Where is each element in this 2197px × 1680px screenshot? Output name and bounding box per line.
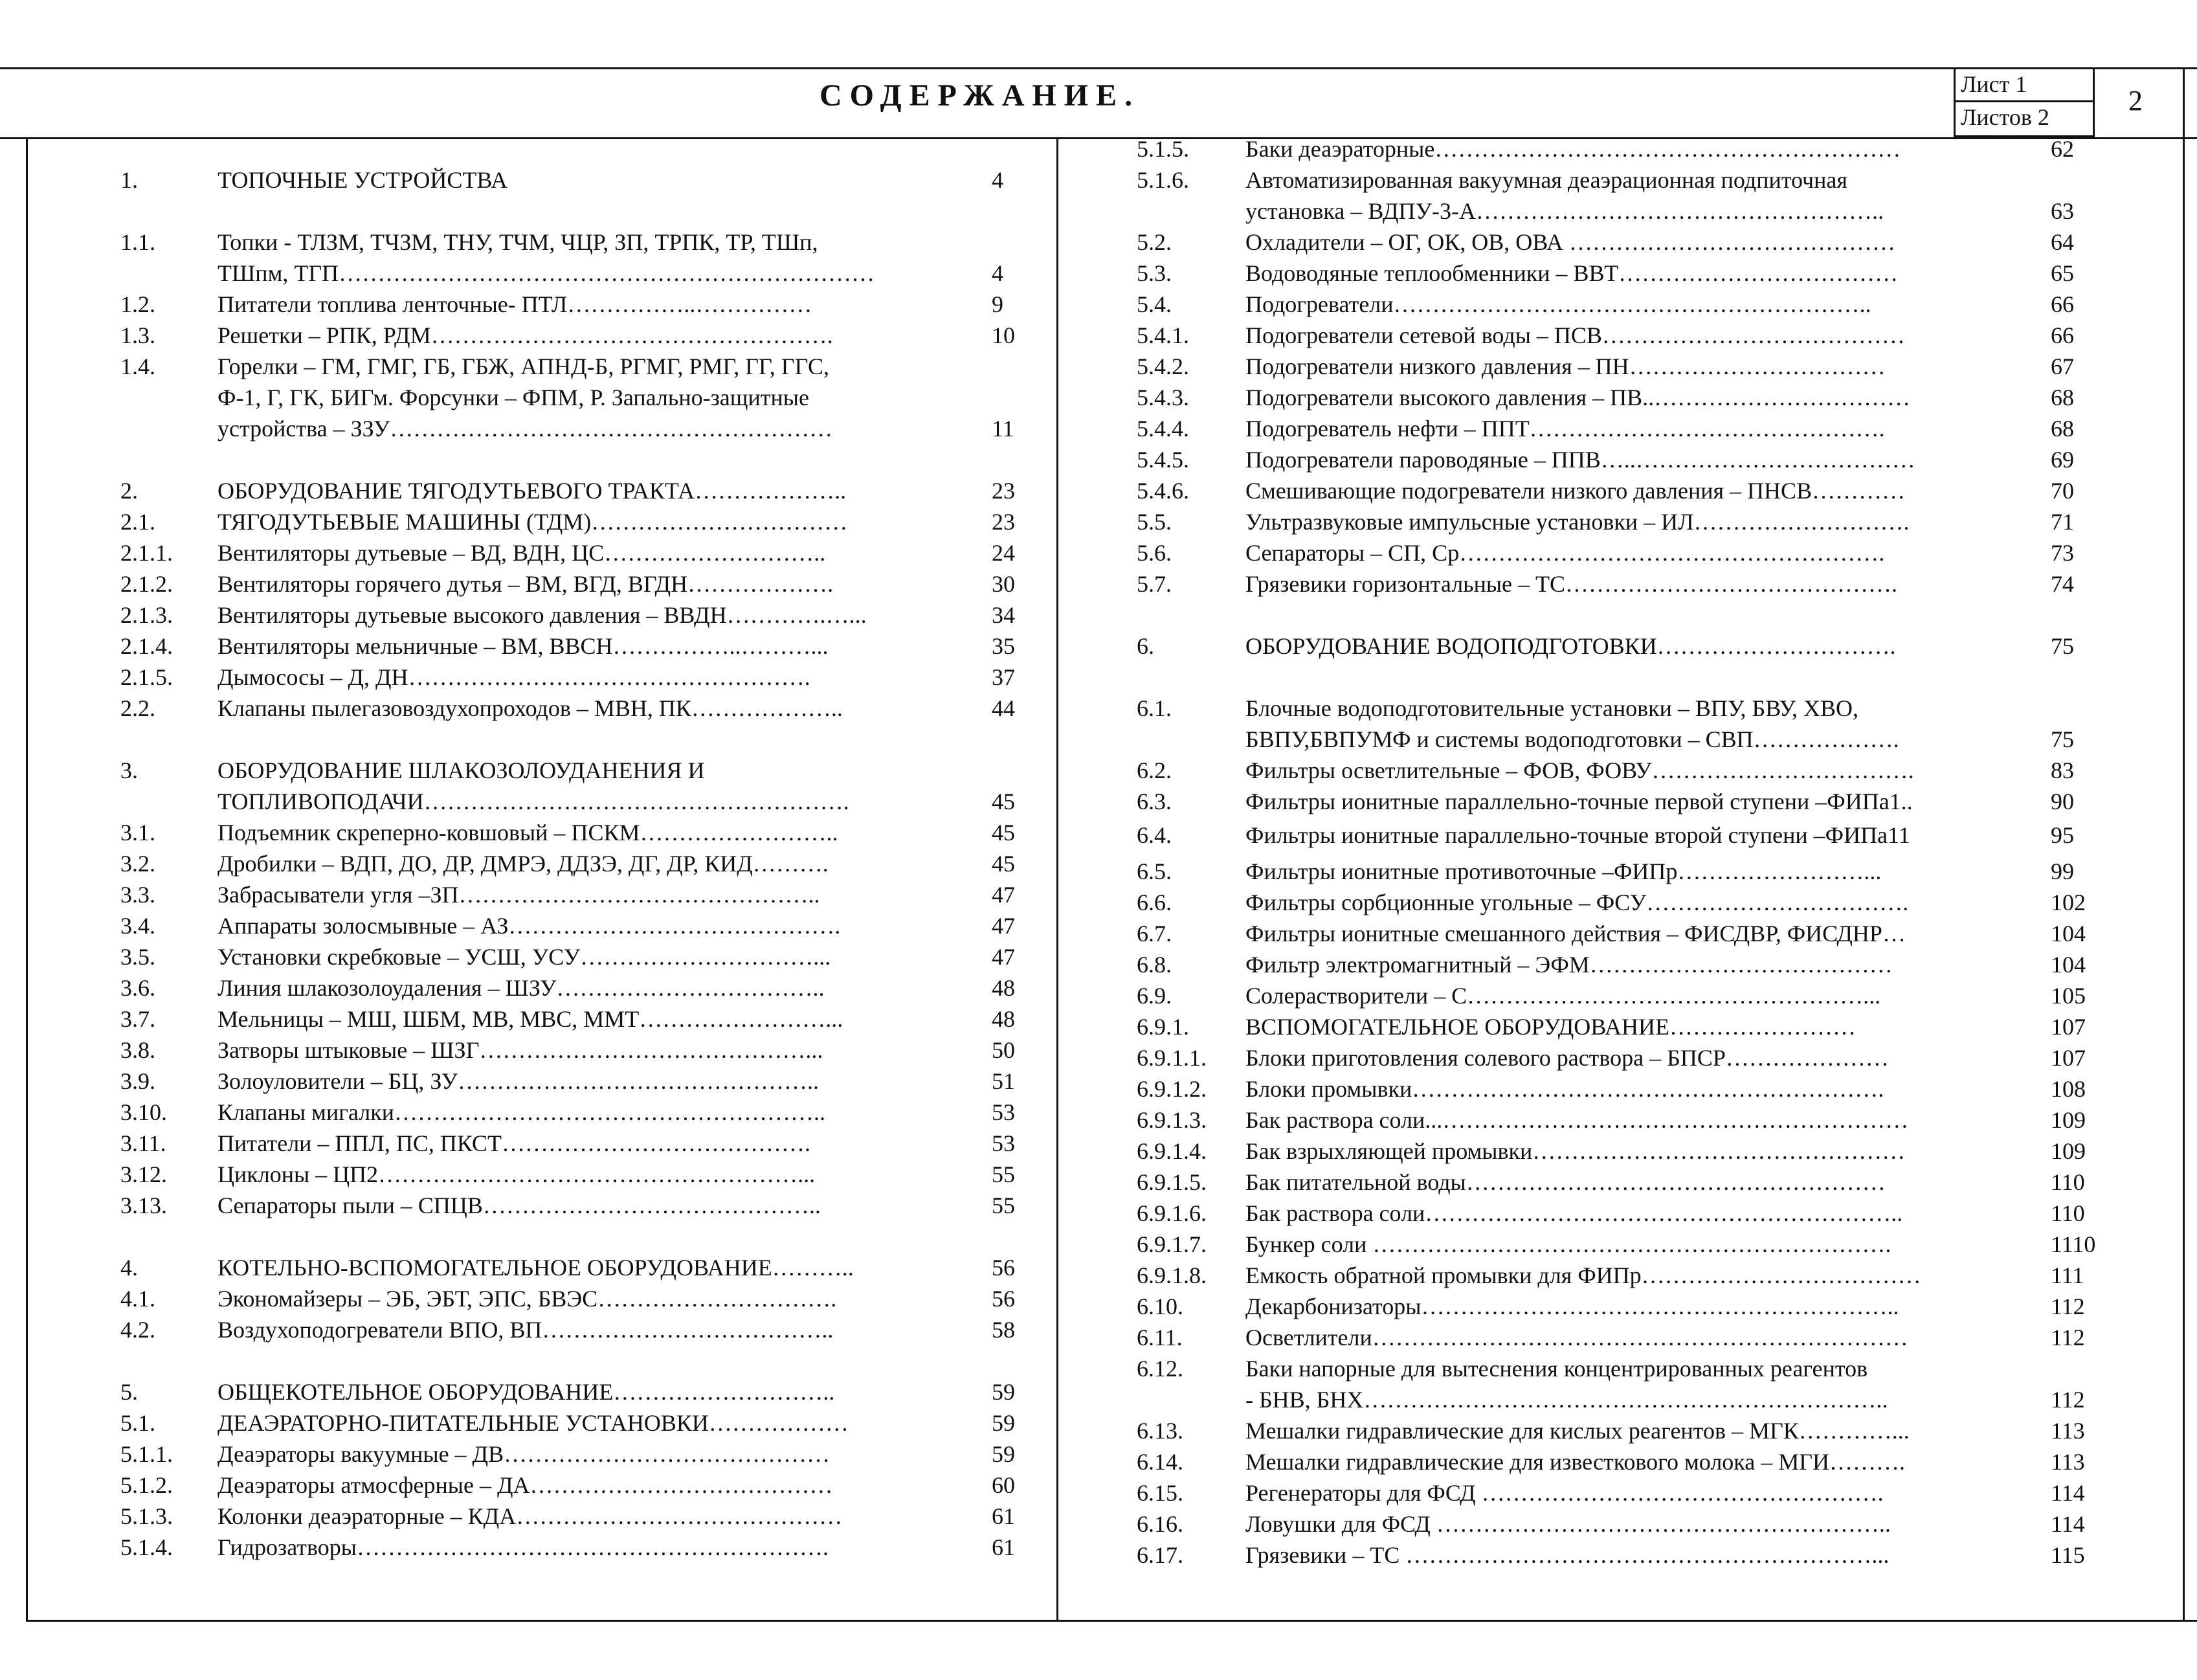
toc-entry-title: Грязевики горизонтальные – ТС…………………………………….: [1245, 571, 1898, 597]
toc-entry-page: 74: [2051, 571, 2074, 597]
toc-entry-number: 1.: [120, 167, 138, 193]
toc-entry-number: 6.6.: [1137, 890, 1172, 915]
toc-entry-title: Блоки промывки…………………………………………………….: [1245, 1076, 1884, 1102]
toc-entry-page: 108: [2051, 1076, 2086, 1102]
toc-entry-number: 5.: [120, 1379, 138, 1405]
toc-entry-page: 48: [992, 1006, 1015, 1032]
toc-entry-title: Мешалки гидравлические для известкового молока – МГИ……….: [1245, 1449, 1906, 1475]
toc-entry-title: Аппараты золосмывные – АЗ…………………………………….: [217, 913, 841, 939]
toc-entry-number: 3.1.: [120, 820, 155, 846]
toc-entry-title: Забрасыватели угля –ЗП………………………………………..: [217, 882, 820, 908]
toc-entry-number: 5.4.6.: [1137, 478, 1189, 504]
toc-entry-title: Циклоны – ЦП2………………………………………………...: [217, 1161, 816, 1187]
toc-entry-page: 65: [2051, 260, 2074, 286]
toc-entry-number: 3.3.: [120, 882, 155, 908]
toc-entry-page: 45: [992, 851, 1015, 877]
toc-entry-title: Бак питательной воды………………………………………………: [1245, 1169, 1886, 1195]
toc-entry-page: 48: [992, 975, 1015, 1001]
toc-entry-page: 111: [2051, 1262, 2084, 1288]
toc-entry-title: Подогреватель нефти – ППТ……………………………………….: [1245, 416, 1885, 442]
toc-entry-number: 2.: [120, 478, 138, 504]
toc-entry-page: 107: [2051, 1014, 2086, 1040]
sheets-label: Листов 2: [1961, 104, 2049, 130]
toc-entry-number: 5.3.: [1137, 260, 1172, 286]
toc-entry-title: ОБОРУДОВАНИЕ ВОДОПОДГОТОВКИ………………………….: [1245, 633, 1896, 659]
toc-entry-title: Бак взрыхляющей промывки…………………………………………: [1245, 1138, 1906, 1164]
toc-entry-page: 105: [2051, 983, 2086, 1009]
toc-entry-title: Клапаны пылегазовоздухопроходов – МВН, ПК………………..: [217, 695, 843, 721]
toc-entry-page: 44: [992, 695, 1015, 721]
toc-entry-page: 63: [2051, 198, 2074, 224]
toc-entry-page: 9: [992, 291, 1003, 317]
toc-entry-page: 113: [2051, 1449, 2085, 1475]
toc-entry-title: Подогреватели высокого давления – ПВ..……………………………: [1245, 385, 1911, 410]
toc-entry-page: 45: [992, 820, 1015, 846]
toc-entry-number: 6.9.1.5.: [1137, 1169, 1207, 1195]
toc-entry-number: 2.1.1.: [120, 540, 173, 566]
toc-entry-title: Автоматизированная вакуумная деаэрационная подпиточная: [1245, 167, 1847, 193]
toc-entry-title: Баки напорные для вытеснения концентрированных реагентов: [1245, 1356, 1868, 1382]
toc-entry-page: 95: [2051, 822, 2074, 848]
toc-entry-number: 5.4.5.: [1137, 447, 1189, 473]
toc-entry-number: 6.11.: [1137, 1325, 1183, 1350]
toc-entry-page: 107: [2051, 1045, 2086, 1071]
toc-entry-number: 2.1.5.: [120, 664, 173, 690]
toc-entry-number: 3.10.: [120, 1099, 167, 1125]
toc-entry-page: 60: [992, 1472, 1015, 1498]
toc-entry-page: 112: [2051, 1387, 2085, 1413]
toc-entry-number: 6.13.: [1137, 1418, 1183, 1444]
toc-entry-number: 3.12.: [120, 1161, 167, 1187]
toc-entry-title: Золоуловители – БЦ, ЗУ………………………………………..: [217, 1068, 820, 1094]
toc-entry-number: 6.2.: [1137, 757, 1172, 783]
toc-entry-number: 2.1.: [120, 509, 155, 535]
toc-entry-page: 1110: [2051, 1231, 2096, 1257]
toc-entry-number: 1.3.: [120, 322, 155, 348]
toc-entry-number: 5.1.1.: [120, 1441, 173, 1467]
toc-entry-number: 3.7.: [120, 1006, 155, 1032]
page-number-divider: [2093, 67, 2095, 137]
toc-entry-title: Фильтры осветлительные – ФОВ, ФОВУ…………………………….: [1245, 757, 1914, 783]
toc-entry-title: Вентиляторы дутьевые – ВД, ВДН, ЦС………………………..: [217, 540, 826, 566]
toc-entry-page: 104: [2051, 952, 2086, 978]
toc-entry-title: Гидрозатворы…………………………………………………….: [217, 1534, 829, 1560]
toc-entry-title: Осветлители……………………………………………………………: [1245, 1325, 1908, 1350]
toc-entry-page: 62: [2051, 136, 2074, 162]
toc-entry-title: Питатели – ППЛ, ПС, ПКСТ………………………………….: [217, 1130, 810, 1156]
toc-entry-number: 5.1.3.: [120, 1503, 173, 1529]
toc-entry-title: Деаэраторы вакуумные – ДВ……………………………………: [217, 1441, 831, 1467]
toc-entry-title: Колонки деаэраторные – КДА……………………………………: [217, 1503, 843, 1529]
toc-entry-page: 37: [992, 664, 1015, 690]
toc-entry-title: Подогреватели……………………………………………………..: [1245, 291, 1871, 317]
toc-entry-page: 102: [2051, 890, 2086, 915]
toc-entry-title: ТОПЛИВОПОДАЧИ……………………………………………….: [217, 789, 849, 814]
toc-entry-number: 5.1.4.: [120, 1534, 173, 1560]
toc-entry-title: устройства – ЗЗУ…………………………………………………: [217, 416, 833, 442]
toc-entry-title: Блоки приготовления солевого раствора – БПСР…………………: [1245, 1045, 1889, 1071]
toc-entry-title: Линия шлакозолоудаления – ШЗУ……………………………..: [217, 975, 825, 1001]
toc-entry-title: Декарбонизаторы……………………………………………………..: [1245, 1294, 1899, 1319]
page-number: 2: [2128, 85, 2143, 117]
toc-entry-title: ДЕАЭРАТОРНО-ПИТАТЕЛЬНЫЕ УСТАНОВКИ………………: [217, 1410, 849, 1436]
sheet-number-box: [1954, 67, 2095, 102]
toc-entry-page: 61: [992, 1503, 1015, 1529]
toc-entry-title: Дымососы – Д, ДН…………………………………………….: [217, 664, 810, 690]
toc-entry-number: 6.15.: [1137, 1480, 1183, 1506]
toc-entry-number: 6.1.: [1137, 695, 1172, 721]
toc-entry-page: 4: [992, 260, 1003, 286]
sheet-count-box: [1954, 100, 2095, 137]
toc-entry-page: 24: [992, 540, 1015, 566]
toc-entry-page: 59: [992, 1379, 1015, 1405]
toc-entry-page: 67: [2051, 353, 2074, 379]
toc-entry-title: ТЯГОДУТЬЕВЫЕ МАШИНЫ (ТДМ)……………………………: [217, 509, 848, 535]
toc-entry-page: 61: [992, 1534, 1015, 1560]
toc-entry-title: ТОПОЧНЫЕ УСТРОЙСТВА: [217, 167, 508, 193]
toc-entry-title: Топки - ТЛЗМ, ТЧЗМ, ТНУ, ТЧМ, ЧЦР, ЗП, ТРПК, ТР, ТШп,: [217, 229, 818, 255]
toc-entry-number: 5.1.2.: [120, 1472, 173, 1498]
toc-entry-page: 56: [992, 1255, 1015, 1281]
toc-entry-page: 66: [2051, 291, 2074, 317]
toc-entry-page: 70: [2051, 478, 2074, 504]
toc-entry-title: Мельницы – МШ, ШБМ, МВ, МВС, ММТ……………………...: [217, 1006, 843, 1032]
toc-entry-title: Ф-1, Г, ГК, БИГм. Форсунки – ФПМ, Р. Запально-защитные: [217, 385, 809, 410]
toc-entry-page: 109: [2051, 1138, 2086, 1164]
toc-entry-number: 6.9.1.: [1137, 1014, 1189, 1040]
toc-entry-number: 1.2.: [120, 291, 155, 317]
toc-entry-number: 6.12.: [1137, 1356, 1183, 1382]
toc-entry-page: 56: [992, 1286, 1015, 1312]
toc-entry-page: 59: [992, 1410, 1015, 1436]
toc-entry-number: 5.6.: [1137, 540, 1172, 566]
toc-entry-page: 66: [2051, 322, 2074, 348]
toc-entry-number: 5.4.3.: [1137, 385, 1189, 410]
column-divider: [1056, 137, 1058, 1622]
toc-entry-title: Фильтр электромагнитный – ЭФМ…………………………………: [1245, 952, 1893, 978]
toc-entry-number: 4.1.: [120, 1286, 155, 1312]
toc-entry-page: 58: [992, 1317, 1015, 1343]
toc-entry-number: 2.2.: [120, 695, 155, 721]
top-border: [0, 67, 2197, 69]
toc-entry-number: 5.4.2.: [1137, 353, 1189, 379]
toc-entry-number: 3.4.: [120, 913, 155, 939]
toc-entry-number: 6.14.: [1137, 1449, 1183, 1475]
toc-entry-title: ВСПОМОГАТЕЛЬНОЕ ОБОРУДОВАНИЕ……………………: [1245, 1014, 1857, 1040]
toc-entry-number: 1.1.: [120, 229, 155, 255]
toc-entry-title: Подогреватели сетевой воды – ПСВ…………………………………: [1245, 322, 1905, 348]
toc-entry-number: 6.7.: [1137, 921, 1172, 946]
toc-entry-number: 6.9.1.4.: [1137, 1138, 1207, 1164]
toc-entry-number: 6.9.1.6.: [1137, 1200, 1207, 1226]
toc-entry-title: Вентиляторы мельничные – ВМ, ВВСН……………..………...: [217, 633, 829, 659]
toc-entry-number: 5.2.: [1137, 229, 1172, 255]
toc-entry-title: Воздухоподогреватели ВПО, ВП………………………………..: [217, 1317, 834, 1343]
toc-entry-number: 6.10.: [1137, 1294, 1183, 1319]
toc-entry-page: 109: [2051, 1107, 2086, 1133]
toc-entry-title: Подъемник скреперно-ковшовый – ПСКМ……………………..: [217, 820, 838, 846]
toc-entry-number: 3.: [120, 757, 138, 783]
toc-entry-page: 75: [2051, 633, 2074, 659]
toc-entry-title: Экономайзеры – ЭБ, ЭБТ, ЭПС, БВЭС………………………….: [217, 1286, 837, 1312]
toc-entry-title: Клапаны мигалки………………………………………………..: [217, 1099, 826, 1125]
toc-entry-title: Солерастворители – С……………………………………………...: [1245, 983, 1881, 1009]
toc-entry-title: ТШпм, ТГП……………………………………………………………: [217, 260, 875, 286]
toc-entry-page: 55: [992, 1193, 1015, 1218]
toc-entry-title: установка – ВДПУ-3-А……………………………………………..: [1245, 198, 1884, 224]
bottom-border: [26, 1620, 2197, 1622]
toc-entry-title: Бункер соли ………………………………………………………….: [1245, 1231, 1891, 1257]
toc-entry-page: 53: [992, 1099, 1015, 1125]
toc-entry-page: 10: [992, 322, 1015, 348]
toc-entry-number: 3.11.: [120, 1130, 166, 1156]
toc-entry-page: 45: [992, 789, 1015, 814]
toc-entry-title: Бак раствора соли...……………………………………………………: [1245, 1107, 1909, 1133]
toc-entry-title: БВПУ,БВПУМФ и системы водоподготовки – СВП……………….: [1245, 726, 1899, 752]
toc-entry-title: Горелки – ГМ, ГМГ, ГБ, ГБЖ, АПНД-Б, РГМГ, РМГ, ГГ, ГГС,: [217, 353, 829, 379]
toc-entry-page: 47: [992, 913, 1015, 939]
toc-entry-title: ОБЩЕКОТЕЛЬНОЕ ОБОРУДОВАНИЕ………………………..: [217, 1379, 835, 1405]
toc-entry-title: - БНВ, БНХ…………………………………………………………..: [1245, 1387, 1888, 1413]
toc-entry-title: Ловушки для ФСД …………………………………………………..: [1245, 1511, 1891, 1537]
toc-entry-page: 50: [992, 1037, 1015, 1063]
toc-entry-title: Ультразвуковые импульсные установки – ИЛ……………………….: [1245, 509, 1910, 535]
toc-entry-number: 3.13.: [120, 1193, 167, 1218]
toc-entry-number: 6.9.1.7.: [1137, 1231, 1207, 1257]
toc-entry-title: Емкость обратной промывки для ФИПр………………………………: [1245, 1262, 1921, 1288]
toc-entry-title: Баки деаэраторные……………………………………………………: [1245, 136, 1901, 162]
toc-entry-title: Решетки – РПК, РДМ…………………………………………….: [217, 322, 833, 348]
toc-entry-number: 6.9.1.8.: [1137, 1262, 1207, 1288]
toc-entry-number: 6.9.1.3.: [1137, 1107, 1207, 1133]
toc-entry-page: 112: [2051, 1294, 2085, 1319]
toc-entry-number: 2.1.3.: [120, 602, 173, 628]
toc-entry-number: 6.9.1.2.: [1137, 1076, 1207, 1102]
toc-entry-page: 34: [992, 602, 1015, 628]
toc-entry-page: 55: [992, 1161, 1015, 1187]
toc-entry-page: 47: [992, 944, 1015, 970]
sheet-label: Лист 1: [1961, 71, 2027, 97]
toc-entry-number: 6.: [1137, 633, 1154, 659]
toc-entry-page: 90: [2051, 789, 2074, 814]
page-title: СОДЕРЖАНИЕ.: [820, 78, 1141, 113]
toc-entry-page: 113: [2051, 1418, 2085, 1444]
toc-entry-page: 71: [2051, 509, 2074, 535]
toc-entry-title: Фильтры ионитные параллельно-точные второй ступени –ФИПа11: [1245, 822, 1910, 848]
toc-entry-title: Фильтры ионитные параллельно-точные первой ступени –ФИПа1..: [1245, 789, 1913, 814]
toc-entry-title: Регенераторы для ФСД …………………………………………….: [1245, 1480, 1884, 1506]
toc-entry-page: 53: [992, 1130, 1015, 1156]
toc-entry-title: ОБОРУДОВАНИЕ ТЯГОДУТЬЕВОГО ТРАКТА………………..: [217, 478, 847, 504]
toc-entry-number: 6.3.: [1137, 789, 1172, 814]
toc-entry-number: 6.17.: [1137, 1542, 1183, 1568]
toc-entry-page: 75: [2051, 726, 2074, 752]
toc-entry-title: Питатели топлива ленточные- ПТЛ……………..……………: [217, 291, 812, 317]
toc-entry-page: 68: [2051, 416, 2074, 442]
toc-entry-title: Сепараторы – СП, Ср……………………………………………….: [1245, 540, 1885, 566]
toc-entry-page: 11: [992, 416, 1014, 442]
toc-entry-number: 5.4.1.: [1137, 322, 1189, 348]
toc-entry-page: 23: [992, 478, 1015, 504]
toc-entry-title: КОТЕЛЬНО-ВСПОМОГАТЕЛЬНОЕ ОБОРУДОВАНИЕ………..: [217, 1255, 854, 1281]
toc-entry-page: 110: [2051, 1169, 2085, 1195]
toc-entry-number: 3.5.: [120, 944, 155, 970]
toc-entry-page: 59: [992, 1441, 1015, 1467]
toc-entry-page: 23: [992, 509, 1015, 535]
toc-entry-title: Грязевики – ТС ……………………………………………………...: [1245, 1542, 1890, 1568]
toc-entry-page: 30: [992, 571, 1015, 597]
toc-entry-page: 114: [2051, 1511, 2085, 1537]
toc-entry-title: Мешалки гидравлические для кислых реагентов – МГК…………...: [1245, 1418, 1910, 1444]
toc-entry-title: ОБОРУДОВАНИЕ ШЛАКОЗОЛОУДАНЕНИЯ И: [217, 757, 705, 783]
toc-entry-number: 6.16.: [1137, 1511, 1183, 1537]
toc-entry-number: 2.1.4.: [120, 633, 173, 659]
toc-entry-title: Блочные водоподготовительные установки – ВПУ, БВУ, ХВО,: [1245, 695, 1858, 721]
left-border: [26, 137, 28, 1622]
toc-entry-title: Вентиляторы дутьевые высокого давления – ВВДН………….…...: [217, 602, 867, 628]
toc-entry-title: Бак раствора соли……………………………………………………..: [1245, 1200, 1903, 1226]
toc-entry-page: 83: [2051, 757, 2074, 783]
toc-entry-number: 5.1.6.: [1137, 167, 1189, 193]
toc-entry-page: 73: [2051, 540, 2074, 566]
toc-entry-title: Смешивающие подогреватели низкого давления – ПНСВ…………: [1245, 478, 1906, 504]
toc-entry-page: 69: [2051, 447, 2074, 473]
toc-entry-number: 5.4.4.: [1137, 416, 1189, 442]
toc-entry-title: Подогреватели низкого давления – ПН……………………………: [1245, 353, 1886, 379]
toc-entry-page: 35: [992, 633, 1015, 659]
toc-entry-title: Дробилки – ВДП, ДО, ДР, ДМРЭ, ДДЗЭ, ДГ, ДР, КИД……….: [217, 851, 829, 877]
toc-entry-title: Охладители – ОГ, ОК, ОВ, ОВА ……………………………………: [1245, 229, 1895, 255]
toc-entry-page: 64: [2051, 229, 2074, 255]
toc-entry-title: Затворы штыковые – ШЗГ……………………………………...: [217, 1037, 823, 1063]
toc-entry-page: 68: [2051, 385, 2074, 410]
toc-entry-number: 4.: [120, 1255, 138, 1281]
toc-entry-number: 5.5.: [1137, 509, 1172, 535]
toc-entry-number: 6.4.: [1137, 822, 1172, 848]
toc-entry-page: 99: [2051, 858, 2074, 884]
toc-entry-page: 4: [992, 167, 1003, 193]
toc-entry-title: Водоводяные теплообменники – ВВТ………………………………: [1245, 260, 1899, 286]
toc-entry-title: Сепараторы пыли – СПЦВ……………………………………..: [217, 1193, 821, 1218]
toc-entry-number: 6.9.: [1137, 983, 1172, 1009]
toc-entry-number: 3.8.: [120, 1037, 155, 1063]
toc-entry-page: 112: [2051, 1325, 2085, 1350]
right-border: [2183, 67, 2185, 1622]
toc-entry-title: Фильтры ионитные смешанного действия – ФИСДВР, ФИСДНР…: [1245, 921, 1906, 946]
toc-entry-title: Деаэраторы атмосферные – ДА…………………………………: [217, 1472, 833, 1498]
toc-entry-page: 110: [2051, 1200, 2085, 1226]
toc-entry-number: 1.4.: [120, 353, 155, 379]
toc-entry-title: Фильтры сорбционные угольные – ФСУ…………………………….: [1245, 890, 1909, 915]
toc-entry-page: 47: [992, 882, 1015, 908]
toc-entry-number: 6.8.: [1137, 952, 1172, 978]
toc-entry-number: 3.9.: [120, 1068, 155, 1094]
toc-entry-page: 114: [2051, 1480, 2085, 1506]
toc-entry-page: 104: [2051, 921, 2086, 946]
toc-entry-page: 51: [992, 1068, 1015, 1094]
toc-entry-number: 2.1.2.: [120, 571, 173, 597]
toc-entry-number: 3.6.: [120, 975, 155, 1001]
toc-entry-page: 115: [2051, 1542, 2085, 1568]
toc-entry-title: Установки скребковые – УСШ, УСУ…………………………...: [217, 944, 831, 970]
toc-entry-title: Фильтры ионитные противоточные –ФИПр……………………...: [1245, 858, 1882, 884]
toc-entry-title: Вентиляторы горячего дутья – ВМ, ВГД, ВГДН……………….: [217, 571, 834, 597]
toc-entry-number: 6.5.: [1137, 858, 1172, 884]
toc-entry-number: 4.2.: [120, 1317, 155, 1343]
toc-entry-title: Подогреватели пароводяные – ППВ…..………………………………: [1245, 447, 1915, 473]
toc-entry-number: 3.2.: [120, 851, 155, 877]
toc-entry-number: 6.9.1.1.: [1137, 1045, 1207, 1071]
toc-entry-number: 5.1.: [120, 1410, 155, 1436]
toc-entry-number: 5.7.: [1137, 571, 1172, 597]
toc-entry-number: 5.1.5.: [1137, 136, 1189, 162]
toc-entry-number: 5.4.: [1137, 291, 1172, 317]
